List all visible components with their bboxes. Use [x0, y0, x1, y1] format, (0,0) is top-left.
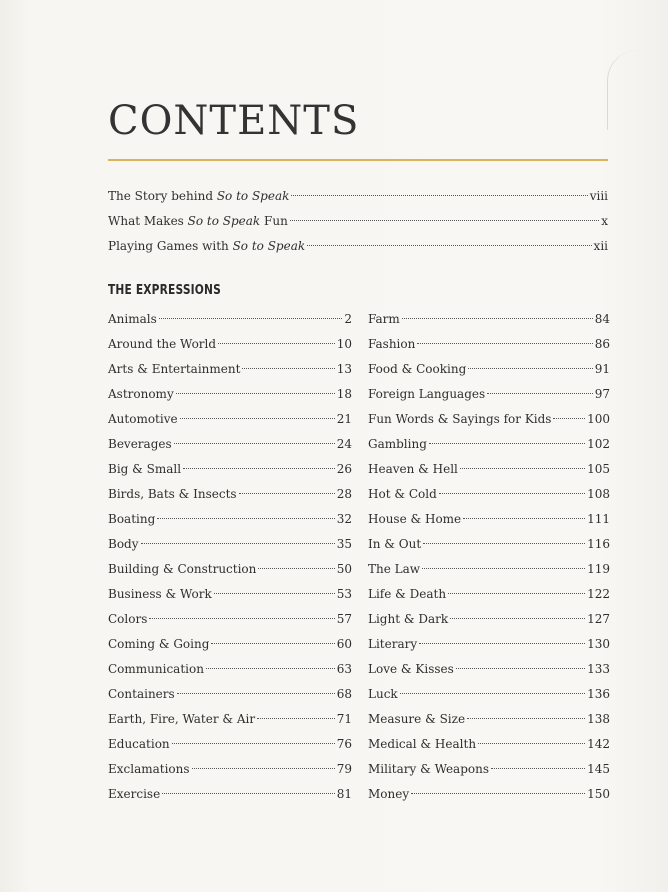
toc-entry-label: Colors: [108, 612, 148, 626]
dot-leader: [180, 418, 335, 419]
toc-entry[interactable]: [108, 407, 352, 432]
toc-entry-label: Heaven & Hell: [368, 462, 458, 476]
toc-entry-page: 86: [594, 337, 610, 351]
toc-entry[interactable]: [368, 657, 610, 682]
toc-entry-label: Animals: [108, 312, 157, 326]
toc-entry-page: 102: [587, 437, 610, 451]
dot-leader: [183, 468, 335, 469]
toc-entry[interactable]: [368, 582, 610, 607]
toc-entry-label: Love & Kisses: [368, 662, 454, 676]
toc-entry-label: Fun Words & Sayings for Kids: [368, 412, 552, 426]
toc-entry-page: 119: [587, 562, 610, 576]
dot-leader: [417, 343, 592, 344]
dot-leader: [307, 245, 591, 246]
toc-entry[interactable]: [108, 632, 352, 657]
toc-entry-label: Business & Work: [108, 587, 212, 601]
toc-entry-page: 108: [587, 487, 610, 501]
toc-entry[interactable]: [108, 432, 352, 457]
dot-leader: [553, 418, 585, 419]
toc-entry-page: 84: [594, 312, 610, 326]
dot-leader: [448, 593, 585, 594]
dot-leader: [439, 493, 585, 494]
toc-entry-label-text: The Story behind: [108, 189, 217, 203]
toc-entry-label: Arts & Entertainment: [108, 362, 241, 376]
dot-leader: [258, 568, 334, 569]
toc-entry[interactable]: [108, 184, 608, 209]
toc-entry-page: 57: [336, 612, 352, 626]
dot-leader: [192, 768, 335, 769]
toc-entry-title-italic: So to Speak: [187, 214, 261, 228]
toc-entry-page: 76: [336, 737, 352, 751]
toc-entry-label: Food & Cooking: [368, 362, 467, 376]
toc-entry-label: [108, 184, 289, 209]
toc-entry[interactable]: [108, 507, 352, 532]
toc-entry-title-italic: So to Speak: [232, 239, 306, 253]
toc-entry-page: 24: [336, 437, 352, 451]
toc-entry-page: 111: [587, 512, 610, 526]
dot-leader: [456, 668, 585, 669]
toc-entry-page: 68: [336, 687, 352, 701]
toc-entry-label: Body: [108, 537, 139, 551]
toc-entry-page: 142: [587, 737, 610, 751]
dot-leader: [242, 368, 334, 369]
toc-entry-label-suffix: Fun: [260, 214, 288, 228]
toc-entry-page: 18: [336, 387, 352, 401]
toc-entry-label: Beverages: [108, 437, 172, 451]
dot-leader: [402, 318, 593, 319]
toc-entry[interactable]: [368, 532, 610, 557]
toc-entry-page: 122: [587, 587, 610, 601]
dot-leader: [429, 443, 585, 444]
toc-entry-label: Containers: [108, 687, 175, 701]
toc-entry-label: Literary: [368, 637, 418, 651]
toc-entry-label: Light & Dark: [368, 612, 449, 626]
toc-entry[interactable]: [368, 482, 610, 507]
dot-leader: [239, 493, 335, 494]
title-rule: [108, 159, 608, 161]
toc-entry-page: 2: [344, 312, 352, 326]
toc-entry-page: 50: [336, 562, 352, 576]
toc-entry-page: 105: [587, 462, 610, 476]
dot-leader: [290, 220, 599, 221]
dot-leader: [211, 643, 334, 644]
toc-entry-page: 100: [587, 412, 610, 426]
toc-entry-label-text: What Makes: [108, 214, 188, 228]
toc-entry-page: 136: [587, 687, 610, 701]
dot-leader: [468, 368, 592, 369]
toc-entry-label: Education: [108, 737, 170, 751]
toc-entry-page: 53: [336, 587, 352, 601]
toc-entry-page: 13: [336, 362, 352, 376]
toc-entry[interactable]: [368, 307, 610, 332]
dot-leader: [487, 393, 593, 394]
toc-entry-page: 130: [587, 637, 610, 651]
toc-entry-page: 127: [587, 612, 610, 626]
dot-leader: [478, 743, 585, 744]
toc-entry[interactable]: [108, 234, 608, 259]
dot-leader: [491, 768, 585, 769]
toc-entry[interactable]: [368, 457, 610, 482]
toc-entry[interactable]: [108, 657, 352, 682]
dot-leader: [162, 793, 335, 794]
dot-leader: [423, 543, 585, 544]
toc-entry-page: xii: [593, 239, 608, 253]
toc-entry-label: Exclamations: [108, 762, 190, 776]
toc-entry-page: 97: [594, 387, 610, 401]
toc-entry[interactable]: [368, 707, 610, 732]
toc-entry-label: The Law: [368, 562, 421, 576]
dot-leader: [291, 195, 587, 196]
contents-right-column: [368, 307, 610, 807]
toc-entry-title-italic: So to Speak: [216, 189, 290, 203]
toc-entry[interactable]: [108, 307, 352, 332]
toc-entry-page: 79: [336, 762, 352, 776]
intro-list: [108, 184, 608, 259]
toc-entry[interactable]: [108, 607, 352, 632]
toc-entry-label: Automotive: [108, 412, 178, 426]
toc-entry-label: Communication: [108, 662, 204, 676]
toc-entry-label: In & Out: [368, 537, 422, 551]
dot-leader: [177, 693, 335, 694]
toc-entry-page: 138: [587, 712, 610, 726]
dot-leader: [206, 668, 335, 669]
page-curl-shadow: [607, 50, 638, 130]
toc-entry[interactable]: [368, 407, 610, 432]
dot-leader: [460, 468, 585, 469]
toc-entry-page: 35: [336, 537, 352, 551]
toc-entry[interactable]: [108, 757, 352, 782]
toc-entry-page: x: [601, 214, 608, 228]
toc-entry-label: Earth, Fire, Water & Air: [108, 712, 256, 726]
toc-entry-page: 10: [336, 337, 352, 351]
toc-entry[interactable]: [368, 732, 610, 757]
toc-entry-label: Medical & Health: [368, 737, 477, 751]
dot-leader: [257, 718, 335, 719]
toc-entry-label: Military & Weapons: [368, 762, 490, 776]
toc-entry-label: Hot & Cold: [368, 487, 437, 501]
toc-entry[interactable]: [368, 432, 610, 457]
toc-entry-label: Gambling: [368, 437, 427, 451]
toc-entry[interactable]: [368, 757, 610, 782]
toc-entry[interactable]: [108, 332, 352, 357]
toc-entry[interactable]: [108, 582, 352, 607]
dot-leader: [149, 618, 334, 619]
toc-entry-page: 21: [336, 412, 352, 426]
toc-entry-label: Birds, Bats & Insects: [108, 487, 237, 501]
toc-entry[interactable]: [368, 782, 610, 807]
toc-entry-page: 81: [336, 787, 352, 801]
toc-entry[interactable]: [108, 707, 352, 732]
toc-entry[interactable]: [368, 557, 610, 582]
toc-entry-page: 26: [336, 462, 352, 476]
toc-entry-label: Building & Construction: [108, 562, 257, 576]
toc-entry[interactable]: [108, 357, 352, 382]
toc-entry-label: Foreign Languages: [368, 387, 486, 401]
dot-leader: [450, 618, 585, 619]
toc-entry[interactable]: [108, 557, 352, 582]
toc-entry-page: 71: [336, 712, 352, 726]
dot-leader: [159, 318, 343, 319]
toc-entry-label-text: Playing Games with: [108, 239, 233, 253]
dot-leader: [411, 793, 585, 794]
toc-entry[interactable]: [368, 507, 610, 532]
toc-entry-label: [108, 209, 288, 234]
dot-leader: [419, 643, 585, 644]
toc-entry-label: Fashion: [368, 337, 416, 351]
toc-entry[interactable]: [368, 332, 610, 357]
toc-entry-label: [108, 234, 305, 259]
toc-entry[interactable]: [108, 209, 608, 234]
toc-entry-page: 32: [336, 512, 352, 526]
toc-entry-label: Around the World: [108, 337, 217, 351]
toc-entry-label: House & Home: [368, 512, 462, 526]
toc-entry-label: Astronomy: [108, 387, 174, 401]
contents-left-column: [108, 307, 352, 807]
toc-entry[interactable]: [368, 632, 610, 657]
toc-entry[interactable]: [108, 532, 352, 557]
toc-entry-label: Coming & Going: [108, 637, 210, 651]
toc-entry-page: 63: [336, 662, 352, 676]
toc-entry[interactable]: [368, 682, 610, 707]
dot-leader: [174, 443, 335, 444]
dot-leader: [157, 518, 334, 519]
toc-entry-page: 60: [336, 637, 352, 651]
dot-leader: [422, 568, 585, 569]
toc-entry-label: Life & Death: [368, 587, 447, 601]
toc-entry-page: 133: [587, 662, 610, 676]
toc-entry[interactable]: [108, 382, 352, 407]
dot-leader: [172, 743, 335, 744]
toc-entry-page: viii: [589, 189, 608, 203]
toc-entry[interactable]: [368, 382, 610, 407]
toc-entry-page: 145: [587, 762, 610, 776]
toc-entry-page: 28: [336, 487, 352, 501]
toc-entry-label: Boating: [108, 512, 156, 526]
dot-leader: [218, 343, 335, 344]
toc-entry-page: 116: [587, 537, 610, 551]
toc-entry-label: Measure & Size: [368, 712, 466, 726]
toc-entry-label: Farm: [368, 312, 400, 326]
toc-entry-label: Money: [368, 787, 410, 801]
toc-entry[interactable]: [108, 457, 352, 482]
dot-leader: [214, 593, 335, 594]
toc-entry[interactable]: [368, 357, 610, 382]
toc-entry[interactable]: [368, 607, 610, 632]
toc-entry-label: Luck: [368, 687, 398, 701]
page-title: CONTENTS: [108, 98, 360, 144]
dot-leader: [176, 393, 335, 394]
dot-leader: [467, 718, 585, 719]
section-heading: THE EXPRESSIONS: [108, 283, 221, 298]
toc-entry[interactable]: [108, 482, 352, 507]
toc-entry[interactable]: [108, 782, 352, 807]
toc-entry-page: 91: [594, 362, 610, 376]
toc-entry[interactable]: [108, 732, 352, 757]
dot-leader: [463, 518, 585, 519]
toc-entry-label: Exercise: [108, 787, 161, 801]
toc-entry[interactable]: [108, 682, 352, 707]
dot-leader: [141, 543, 335, 544]
toc-entry-page: 150: [587, 787, 610, 801]
dot-leader: [400, 693, 585, 694]
toc-entry-label: Big & Small: [108, 462, 182, 476]
